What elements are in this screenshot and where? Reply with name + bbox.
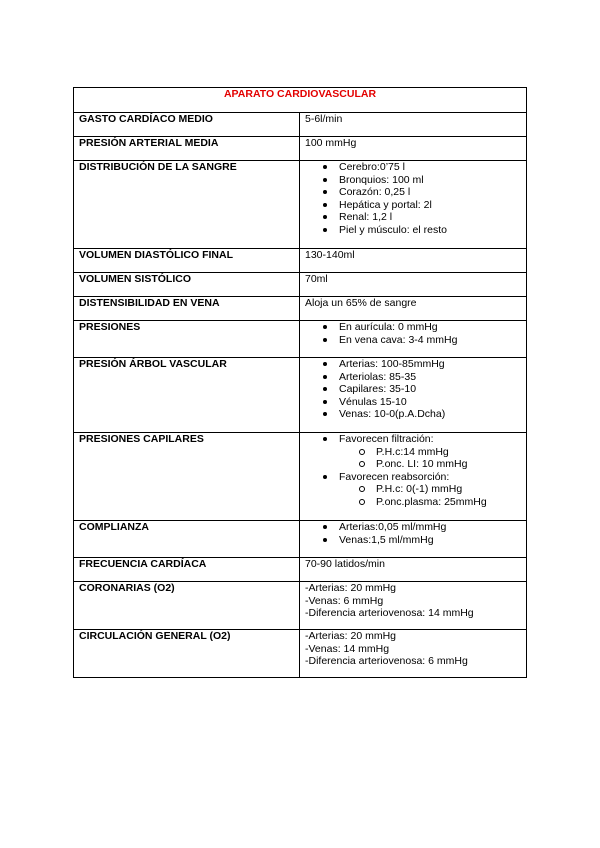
sub-list (339, 446, 521, 471)
list-item: Cerebro:0’75 l (339, 161, 521, 174)
row-label: VOLUMEN SISTÓLICO (74, 273, 300, 297)
title-row (74, 88, 527, 113)
row-label: CIRCULACIÓN GENERAL (O2) (74, 630, 300, 678)
row-value (300, 582, 527, 630)
table-row (74, 358, 527, 433)
table-row (74, 297, 527, 321)
list-item: Arterias:0,05 ml/mmHg (339, 521, 521, 534)
list-item-heading: Favorecen reabsorción: (339, 470, 450, 483)
table-row (74, 558, 527, 582)
row-value: 100 mmHg (300, 137, 527, 161)
list-item: Arteriolas: 85-35 (339, 371, 521, 384)
list-item: Hepática y portal: 2l (339, 199, 521, 212)
list-item: Corazón: 0,25 l (339, 186, 521, 199)
value-line: -Venas: 14 mmHg (305, 642, 390, 655)
list-item: Capilares: 35-10 (339, 383, 521, 396)
table-title: APARATO CARDIOVASCULAR (223, 88, 377, 100)
title-cell (74, 88, 527, 113)
table-row (74, 137, 527, 161)
list-item (339, 471, 521, 509)
list-item: Piel y músculo: el resto (339, 224, 521, 237)
row-value (300, 521, 527, 558)
list-item: Vénulas 15-10 (339, 396, 521, 409)
list-item: Arterias: 100-85mmHg (339, 358, 521, 371)
row-label: GASTO CARDÍACO MEDIO (74, 113, 300, 137)
row-label: COMPLIANZA (74, 521, 300, 558)
row-label: FRECUENCIA CARDÍACA (74, 558, 300, 582)
table-row (74, 582, 527, 630)
table-row (74, 630, 527, 678)
row-value: 130-140ml (300, 249, 527, 273)
bullet-list (305, 433, 521, 509)
row-value: 70ml (300, 273, 527, 297)
sub-list-item: P.onc. LI: 10 mmHg (376, 458, 521, 471)
table-row (74, 161, 527, 249)
row-value (300, 358, 527, 433)
row-value (300, 433, 527, 521)
cardiovascular-table (73, 87, 527, 678)
sub-list-item: P.H.c: 0(-1) mmHg (376, 483, 521, 496)
row-label: DISTRIBUCIÓN DE LA SANGRE (74, 161, 300, 249)
row-label: VOLUMEN DIASTÓLICO FINAL (74, 249, 300, 273)
row-label: PRESIÓN ÁRBOL VASCULAR (74, 358, 300, 433)
list-item: En vena cava: 3-4 mmHg (339, 334, 521, 347)
table-row (74, 321, 527, 358)
list-item-heading: Favorecen filtración: (339, 433, 434, 445)
row-value (300, 161, 527, 249)
bullet-list (305, 321, 521, 346)
value-line: -Diferencia arteriovenosa: 14 mmHg (305, 607, 474, 620)
row-label: PRESIONES (74, 321, 300, 358)
value-line: -Arterias: 20 mmHg (305, 582, 397, 594)
bullet-list (305, 161, 521, 237)
table-row (74, 273, 527, 297)
row-label: PRESIÓN ARTERIAL MEDIA (74, 137, 300, 161)
value-line: -Diferencia arteriovenosa: 6 mmHg (305, 655, 468, 668)
value-line: -Venas: 6 mmHg (305, 594, 384, 607)
sub-list-item: P.onc.plasma: 25mmHg (376, 496, 521, 509)
sub-list-item: P.H.c:14 mmHg (376, 446, 521, 459)
list-item: Bronquios: 100 ml (339, 174, 521, 187)
list-item: En aurícula: 0 mmHg (339, 321, 521, 334)
row-value (300, 321, 527, 358)
value-line: -Arterias: 20 mmHg (305, 630, 397, 642)
bullet-list (305, 358, 521, 421)
row-value: Aloja un 65% de sangre (300, 297, 527, 321)
table-row (74, 521, 527, 558)
row-value: 5-6l/min (300, 113, 527, 137)
sub-list (339, 483, 521, 508)
list-item: Renal: 1,2 l (339, 211, 521, 224)
list-item: Venas:1,5 ml/mmHg (339, 534, 521, 547)
table-row (74, 113, 527, 137)
table-row (74, 249, 527, 273)
table-row (74, 433, 527, 521)
row-label: CORONARIAS (O2) (74, 582, 300, 630)
list-item: Venas: 10-0(p.A.Dcha) (339, 408, 521, 421)
row-label: DISTENSIBILIDAD EN VENA (74, 297, 300, 321)
row-value (300, 630, 527, 678)
list-item (339, 433, 521, 471)
row-label: PRESIONES CAPILARES (74, 433, 300, 521)
bullet-list (305, 521, 521, 546)
row-value: 70-90 latidos/min (300, 558, 527, 582)
